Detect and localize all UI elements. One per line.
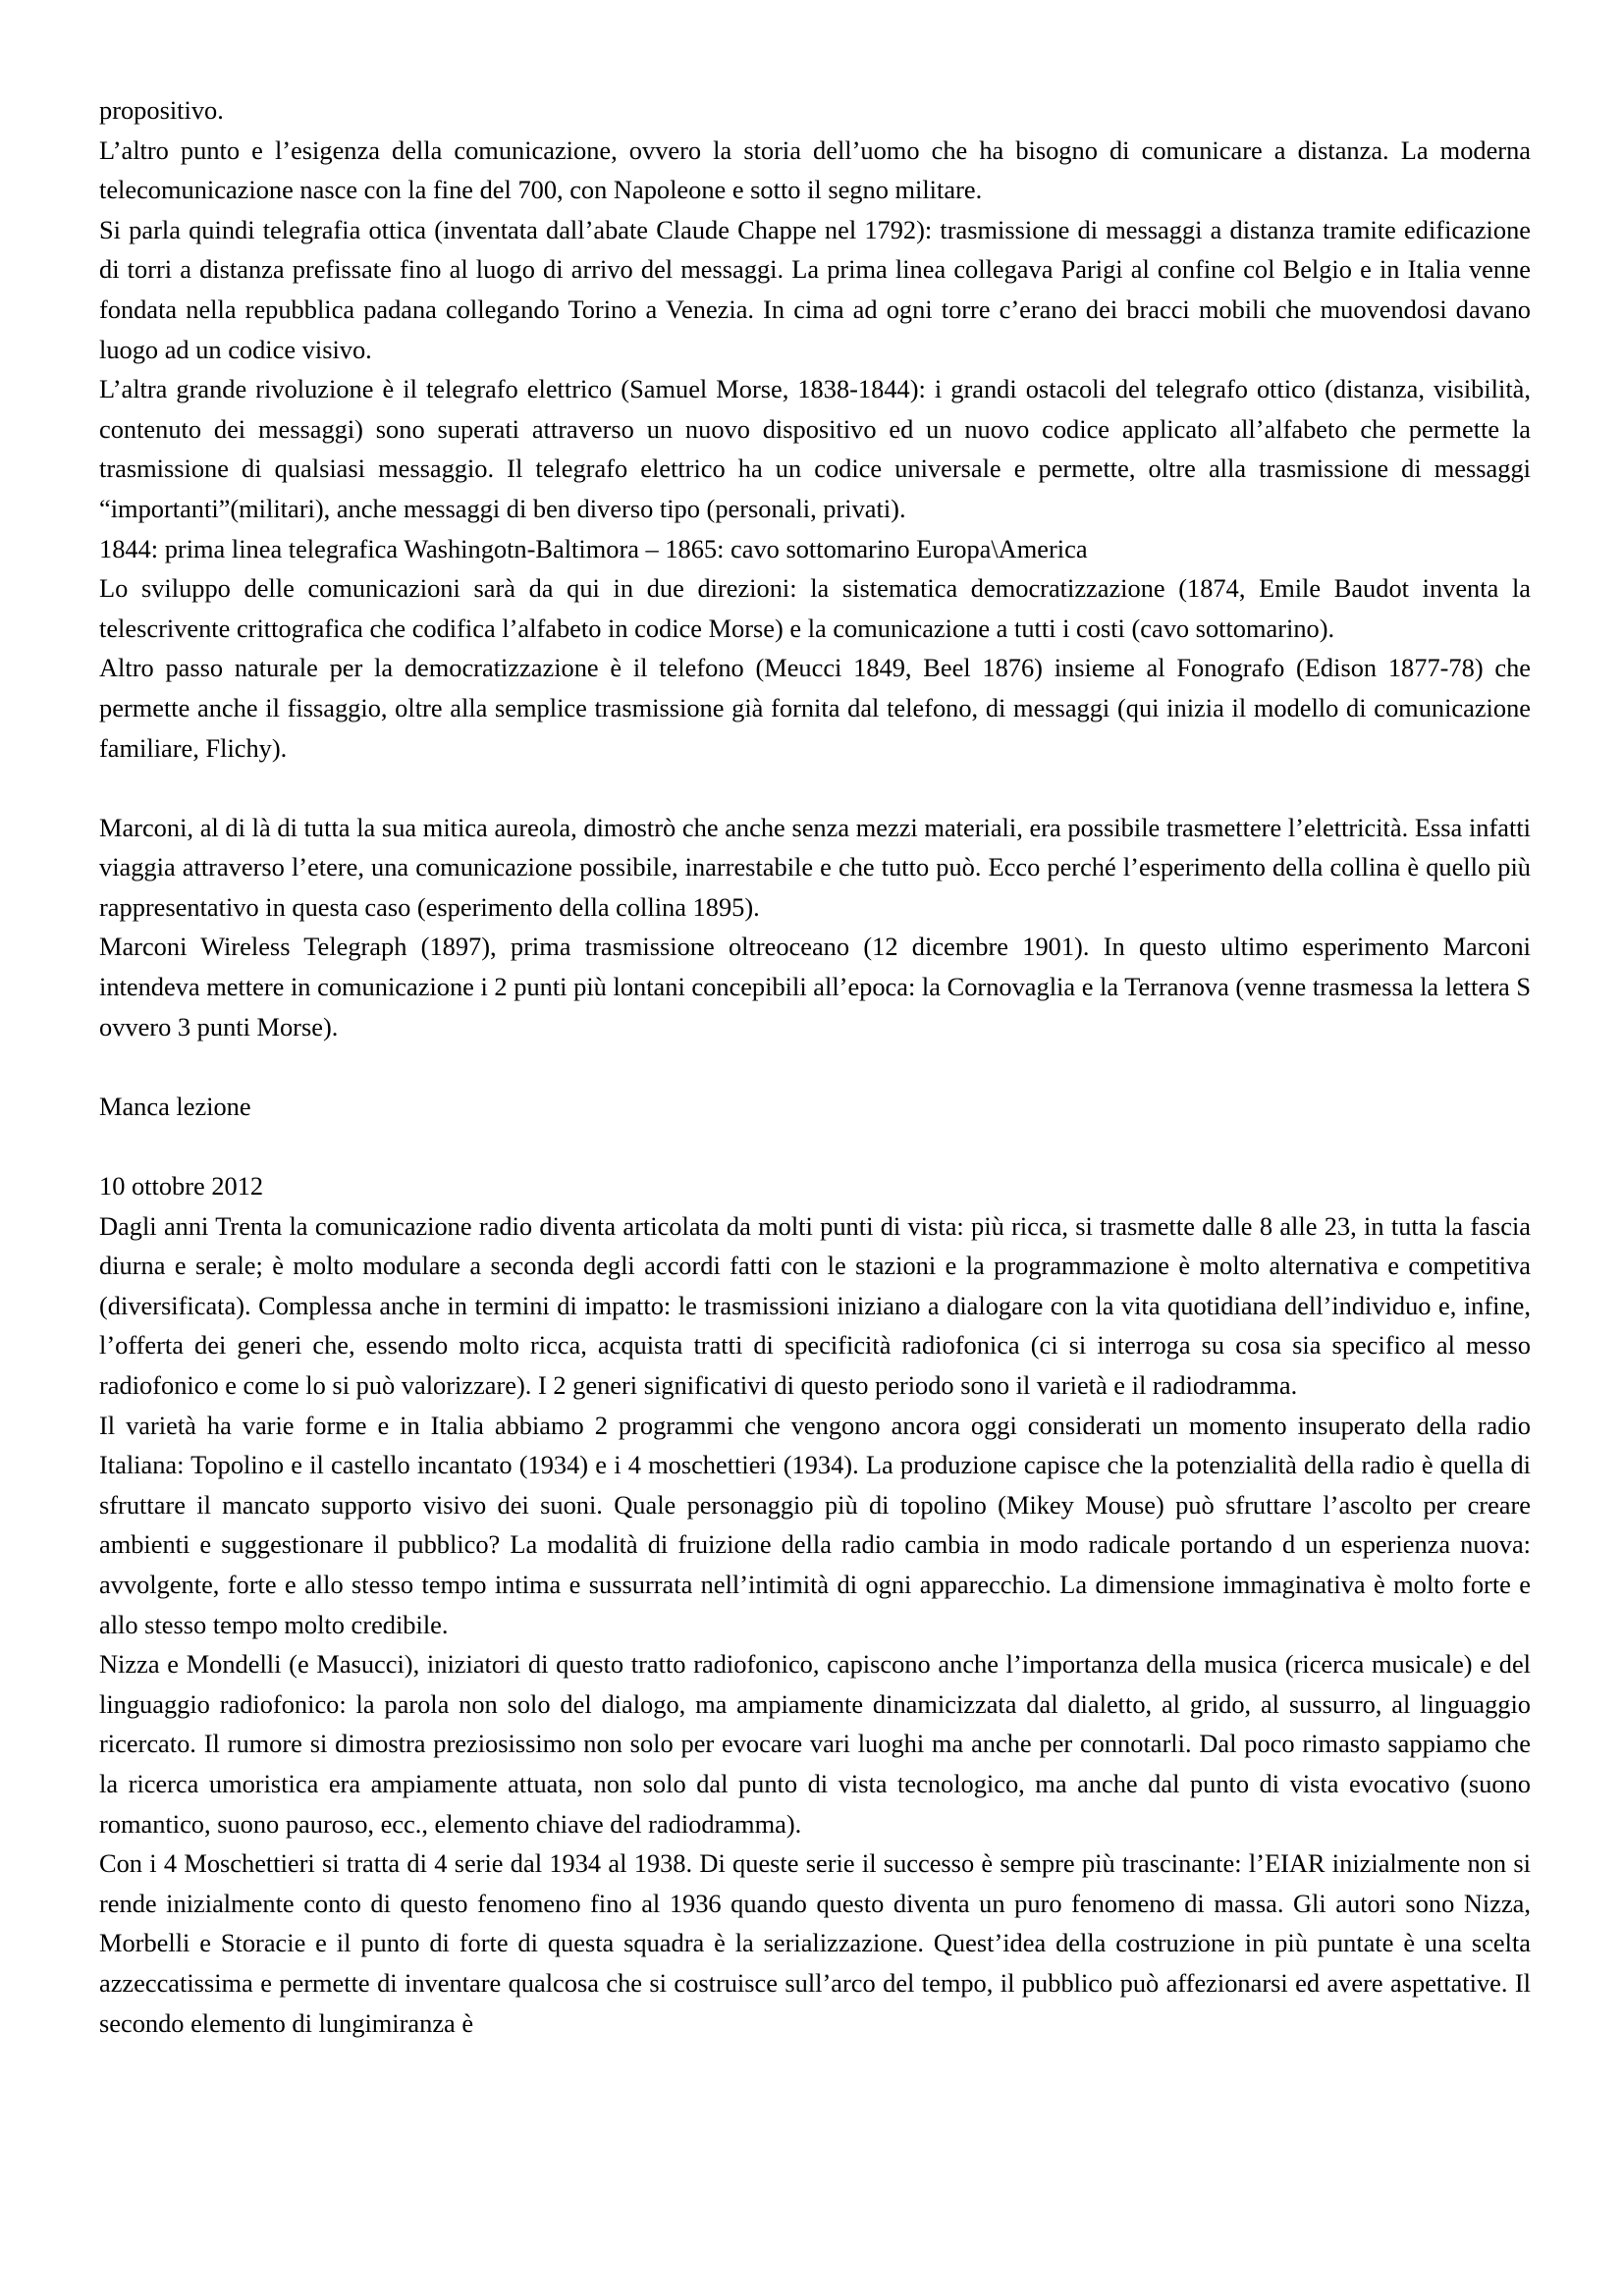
paragraph: Con i 4 Moschettieri si tratta di 4 serie dal 1934 al 1938. Di queste serie il successo è sempre più trascinante: l’EIAR inizialmente non si rende inizialmente conto di questo fenomeno fino al 1936 quando questo diventa un puro fenomeno di massa. Gli autori sono Nizza, Morbelli e Storacie e il punto di forte di questa squadra è la serializzazione. Quest’idea della costruzione in più puntate è una scelta azzeccatissima e permette di inventare qualcosa che si costruisce sull’arco del tempo, il pubblico può affezionarsi ed avere aspettative. Il secondo elemento di lungimiranza è — [99, 1848, 1531, 2038]
paragraph: Nizza e Mondelli (e Masucci), iniziatori di questo tratto radiofonico, capiscono anche l’importanza della musica (ricerca musicale) e del linguaggio radiofonico: la parola non solo del dialogo, ma ampiamente dinamicizzata dal dialetto, al grido, al sussurro, al linguaggio ricercato. Il rumore si dimostra preziosissimo non solo per evocare vari luoghi ma anche per connotarli. Dal poco rimasto sappiamo che la ricerca umoristica era ampiamente attuata, non solo dal punto di vista tecnologico, ma anche dal punto di vista evocativo (suono romantico, suono pauroso, ecc., elemento chiave del radiodramma). — [99, 1649, 1531, 1839]
paragraph-gap — [99, 1126, 1531, 1166]
paragraph: L’altro punto e l’esigenza della comunicazione, ovvero la storia dell’uomo che ha bisogno di comunicare a distanza. La moderna telecomunicazione nasce con la fine del 700, con Napoleone e sotto il segno militare. — [99, 134, 1531, 205]
paragraph: Si parla quindi telegrafia ottica (inventata dall’abate Claude Chappe nel 1792): trasmissione di messaggi a distanza tramite edificazione di torri a distanza prefissate fino al luogo di arrivo del messaggi. La prima linea collegava Parigi al confine col Belgio e in Italia venne fondata nella repubblica padana collegando Torino a Venezia. In cima ad ogni torre c’erano dei bracci mobili che muovendosi davano luogo ad un codice visivo. — [99, 214, 1531, 364]
missing-lesson-note: Manca lezione — [99, 1091, 251, 1121]
document-page — [99, 90, 1531, 2043]
paragraph: 1844: prima linea telegrafica Washingotn-Baltimora – 1865: cavo sottomarino Europa\America — [99, 533, 1088, 563]
paragraph: Altro passo naturale per la democratizzazione è il telefono (Meucci 1849, Beel 1876) insieme al Fonografo (Edison 1877-78) che permette anche il fissaggio, oltre alla semplice trasmissione già fornita dal telefono, di messaggi (qui inizia il modello di comunicazione familiare, Flichy). — [99, 653, 1531, 763]
lesson-date: 10 ottobre 2012 — [99, 1171, 264, 1201]
paragraph: Dagli anni Trenta la comunicazione radio diventa articolata da molti punti di vista: più ricca, si trasmette dalle 8 alle 23, in tutta la fascia diurna e serale; è molto modulare a seconda degli accordi fatti con le stazioni e la programmazione è molto alternativa e competitiva (diversificata). Complessa anche in termini di impatto: le trasmissioni iniziano a dialogare con la vita quotidiana dell’individuo e, infine, l’offerta dei generi che, essendo molto ricca, acquista tratti di specificità radiofonica (ci si interroga su cosa sia specifico al messo radiofonico e come lo si può valorizzare). I 2 generi significativi di questo periodo sono il varietà e il radiodramma. — [99, 1210, 1531, 1400]
paragraph-gap — [99, 1046, 1531, 1087]
paragraph: Marconi Wireless Telegraph (1897), prima trasmissione oltreoceano (12 dicembre 1901). In questo ultimo esperimento Marconi intendeva mettere in comunicazione i 2 punti più lontani concepibili all’epoca: la Cornovaglia e la Terranova (venne trasmessa la lettera S ovvero 3 punti Morse). — [99, 932, 1531, 1041]
paragraph: L’altra grande rivoluzione è il telegrafo elettrico (Samuel Morse, 1838-1844): i grandi ostacoli del telegrafo ottico (distanza, visibilità, contenuto dei messaggi) sono superati attraverso un nuovo dispositivo ed un nuovo codice applicato all’alfabeto che permette la trasmissione di qualsiasi messaggio. Il telegrafo elettrico ha un codice universale e permette, oltre alla trasmissione di messaggi “importanti”(militari), anche messaggi di ben diverso tipo (personali, privati). — [99, 374, 1531, 523]
paragraph: Lo sviluppo delle comunicazioni sarà da qui in due direzioni: la sistematica democratizzazione (1874, Emile Baudot inventa la telescrivente crittografica che codifica l’alfabeto in codice Morse) e la comunicazione a tutti i costi (cavo sottomarino). — [99, 573, 1531, 643]
paragraph: Il varietà ha varie forme e in Italia abbiamo 2 programmi che vengono ancora oggi considerati un momento insuperato della radio Italiana: Topolino e il castello incantato (1934) e i 4 moschettieri (1934). La produzione capisce che la potenzialità della radio è quella di sfruttare il mancato supporto visivo dei suoni. Quale personaggio più di topolino (Mikey Mouse) può sfruttare l’ascolto per creare ambienti e suggestionare il pubblico? La modalità di fruizione della radio cambia in modo radicale portando d un esperienza nuova: avvolgente, forte e allo stesso tempo intima e sussurrata nell’intimità di ogni apparecchio. La dimensione immaginativa è molto forte e allo stesso tempo molto credibile. — [99, 1410, 1531, 1639]
paragraph: Marconi, al di là di tutta la sua mitica aureola, dimostrò che anche senza mezzi materiali, era possibile trasmettere l’elettricità. Essa infatti viaggia attraverso l’etere, una comunicazione possibile, inarrestabile e che tutto può. Ecco perché l’esperimento della collina è quello più rappresentativo in questa caso (esperimento della collina 1895). — [99, 812, 1531, 922]
paragraph-gap — [99, 768, 1531, 808]
paragraph: propositivo. — [99, 95, 224, 125]
